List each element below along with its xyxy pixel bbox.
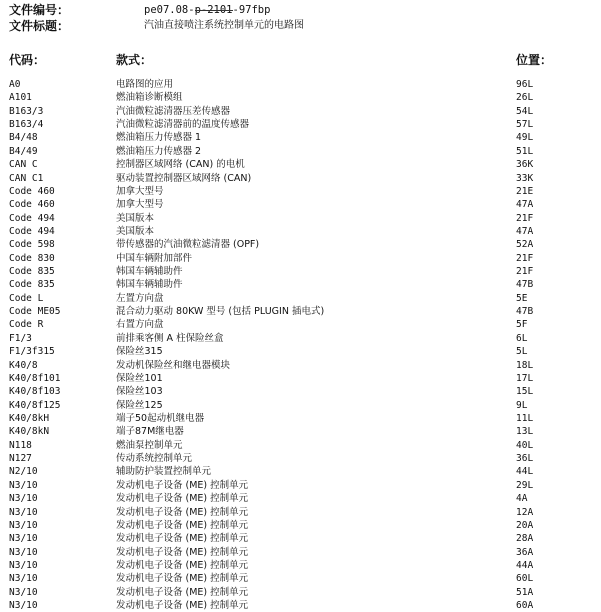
list-item [0,292,601,305]
doc-number-prefix: pe07.08- [144,4,195,16]
list-item [0,78,601,91]
component-description: 端子87M继电器 [116,426,184,438]
component-position: 44L [516,466,534,478]
component-position: 60L [516,573,534,585]
doc-number-label: 文件编号： [9,3,70,17]
component-position: 49L [516,132,534,144]
list-item [0,105,601,118]
component-description: 右置方向盘 [116,319,164,331]
component-description: 燃油箱压力传感器 2 [116,145,202,157]
list-item [0,305,601,318]
component-list [0,78,601,612]
component-description: 混合动力驱动 80KW 型号 (包括 PLUGIN 插电式) [116,306,325,318]
component-position: 33K [516,172,534,184]
component-description: 保险丝315 [116,346,163,358]
list-item [0,532,601,545]
component-position: 5L [516,346,528,358]
list-item [0,212,601,225]
component-code: N3/10 [9,573,38,585]
component-position: 36K [516,159,534,171]
list-item [0,318,601,331]
list-item [0,118,601,131]
component-code: N3/10 [9,600,38,612]
component-code: F1/3 [9,332,32,344]
component-code: CAN C1 [9,172,44,184]
component-code: Code 460 [9,199,55,211]
list-item [0,559,601,572]
component-position: 60A [516,600,534,612]
component-code: K40/8kN [9,426,50,438]
component-position: 57L [516,119,534,131]
component-position: 21F [516,252,534,264]
component-description: 电路图的应用 [116,79,174,90]
component-description: 带传感器的汽油微粒滤清器 (OPF) [116,239,260,251]
list-item [0,172,601,185]
component-code: Code 494 [9,212,55,224]
component-code: K40/8kH [9,412,50,424]
component-description: 燃油箱压力传感器 1 [116,132,202,144]
component-position: 51A [516,586,534,598]
component-position: 12A [516,506,534,518]
component-position: 54L [516,105,534,117]
list-item [0,492,601,505]
component-position: 13L [516,426,534,438]
component-description: 中国车辆附加部件 [116,252,193,264]
component-position: 36L [516,453,534,465]
component-description: 左置方向盘 [116,292,164,304]
list-item [0,158,601,171]
component-position: 20A [516,519,534,531]
component-code: Code 830 [9,252,55,264]
component-code: Code 835 [9,266,55,278]
component-description: 加拿大型号 [116,199,164,211]
doc-title-value: 汽油直接喷注系统控制单元的电路图 [144,20,304,31]
component-position: 40L [516,439,534,451]
component-description: 汽油微粒滤清器前的温度传感器 [116,119,250,131]
component-code: N3/10 [9,586,38,598]
list-item [0,278,601,291]
component-position: 96L [516,79,534,90]
component-code: N118 [9,439,32,451]
component-code: CAN C [9,159,38,171]
component-description: 保险丝125 [116,399,163,411]
component-description: 燃油泵控制单元 [116,439,183,451]
column-header-description: 款式： [116,53,153,67]
list-item [0,519,601,532]
component-code: N3/10 [9,519,38,531]
component-position: 47B [516,279,534,291]
component-code: K40/8f125 [9,399,61,411]
component-code: N3/10 [9,533,38,545]
component-position: 47B [516,306,534,318]
component-description: 辅助防护装置控制单元 [116,466,212,478]
column-header-position: 位置： [516,53,553,67]
component-description: 保险丝103 [116,386,163,398]
doc-number-value [144,2,270,18]
component-description: 驱动装置控制器区域网络 (CAN) [116,172,252,184]
list-item [0,345,601,358]
component-position: 47A [516,225,534,237]
component-description: 发动机电子设备 (ME) 控制单元 [116,493,249,505]
component-description: 韩国车辆辅助件 [116,266,183,278]
component-position: 9L [516,399,528,411]
component-description: 燃油箱诊断模组 [116,92,183,104]
list-item [0,399,601,412]
component-description: 加拿大型号 [116,185,164,197]
component-code: Code 598 [9,239,55,251]
list-item [0,479,601,492]
component-code: K40/8 [9,359,38,371]
list-item [0,238,601,251]
list-item [0,452,601,465]
component-code: Code 494 [9,225,55,237]
component-description: 控制器区域网络 (CAN) 的电机 [116,159,245,171]
component-description: 发动机电子设备 (ME) 控制单元 [116,600,249,612]
component-description: 汽油微粒滤清器压差传感器 [116,105,231,117]
list-item [0,359,601,372]
component-description: 发动机电子设备 (ME) 控制单元 [116,586,249,598]
component-position: 21F [516,212,534,224]
list-item [0,252,601,265]
component-description: 发动机电子设备 (ME) 控制单元 [116,506,249,518]
component-position: 18L [516,359,534,371]
component-position: 6L [516,332,528,344]
list-item [0,506,601,519]
component-description: 端子50起动机继电器 [116,412,205,424]
list-item [0,372,601,385]
component-code: N3/10 [9,559,38,571]
component-code: Code 460 [9,185,55,197]
component-position: 5E [516,292,528,304]
component-position: 11L [516,412,534,424]
list-item [0,439,601,452]
doc-number-struck-part: p-2101 [194,4,233,16]
component-position: 47A [516,199,534,211]
component-position: 26L [516,92,534,104]
component-description: 传动系统控制单元 [116,453,193,465]
component-code: B163/4 [9,119,44,131]
list-item [0,385,601,398]
component-code: N2/10 [9,466,38,478]
component-description: 前排乘客侧 A 柱保险丝盒 [116,332,224,344]
component-code: A0 [9,79,21,90]
component-description: 发动机电子设备 (ME) 控制单元 [116,533,249,545]
component-description: 美国版本 [116,212,155,224]
list-item [0,145,601,158]
doc-title-label: 文件标题： [9,19,70,33]
component-description: 发动机电子设备 (ME) 控制单元 [116,573,249,585]
list-item [0,572,601,585]
component-code: K40/8f103 [9,386,61,398]
component-description: 发动机保险丝和继电器模块 [116,359,231,371]
component-position: 21E [516,185,534,197]
list-item [0,586,601,599]
component-description: 美国版本 [116,225,155,237]
component-code: N3/10 [9,506,38,518]
component-code: N3/10 [9,493,38,505]
component-position: 17L [516,372,534,384]
component-code: N3/10 [9,546,38,558]
component-position: 5F [516,319,528,331]
component-description: 发动机电子设备 (ME) 控制单元 [116,559,249,571]
list-item [0,465,601,478]
component-position: 36A [516,546,534,558]
component-code: F1/3f315 [9,346,55,358]
list-item [0,265,601,278]
component-code: K40/8f101 [9,372,61,384]
component-position: 51L [516,145,534,157]
component-code: N3/10 [9,479,38,491]
component-position: 21F [516,266,534,278]
list-item [0,198,601,211]
component-position: 15L [516,386,534,398]
component-code: Code 835 [9,279,55,291]
component-position: 28A [516,533,534,545]
component-position: 44A [516,559,534,571]
list-item [0,185,601,198]
component-description: 发动机电子设备 (ME) 控制单元 [116,546,249,558]
list-item [0,546,601,559]
component-description: 保险丝101 [116,372,163,384]
component-code: Code R [9,319,44,331]
component-code: B4/49 [9,145,38,157]
component-description: 发动机电子设备 (ME) 控制单元 [116,519,249,531]
list-item [0,225,601,238]
component-description: 发动机电子设备 (ME) 控制单元 [116,479,249,491]
list-item [0,91,601,104]
list-item [0,425,601,438]
component-code: A101 [9,92,32,104]
list-item [0,412,601,425]
list-item [0,131,601,144]
column-header-code: 代码： [9,53,46,67]
component-code: B4/48 [9,132,38,144]
component-description: 韩国车辆辅助件 [116,279,183,291]
component-position: 4A [516,493,528,505]
component-code: Code ME05 [9,306,61,318]
component-position: 52A [516,239,534,251]
component-position: 29L [516,479,534,491]
component-code: B163/3 [9,105,44,117]
list-item [0,332,601,345]
component-code: N127 [9,453,32,465]
doc-number-suffix: -97fbp [232,4,271,16]
component-code: Code L [9,292,44,304]
